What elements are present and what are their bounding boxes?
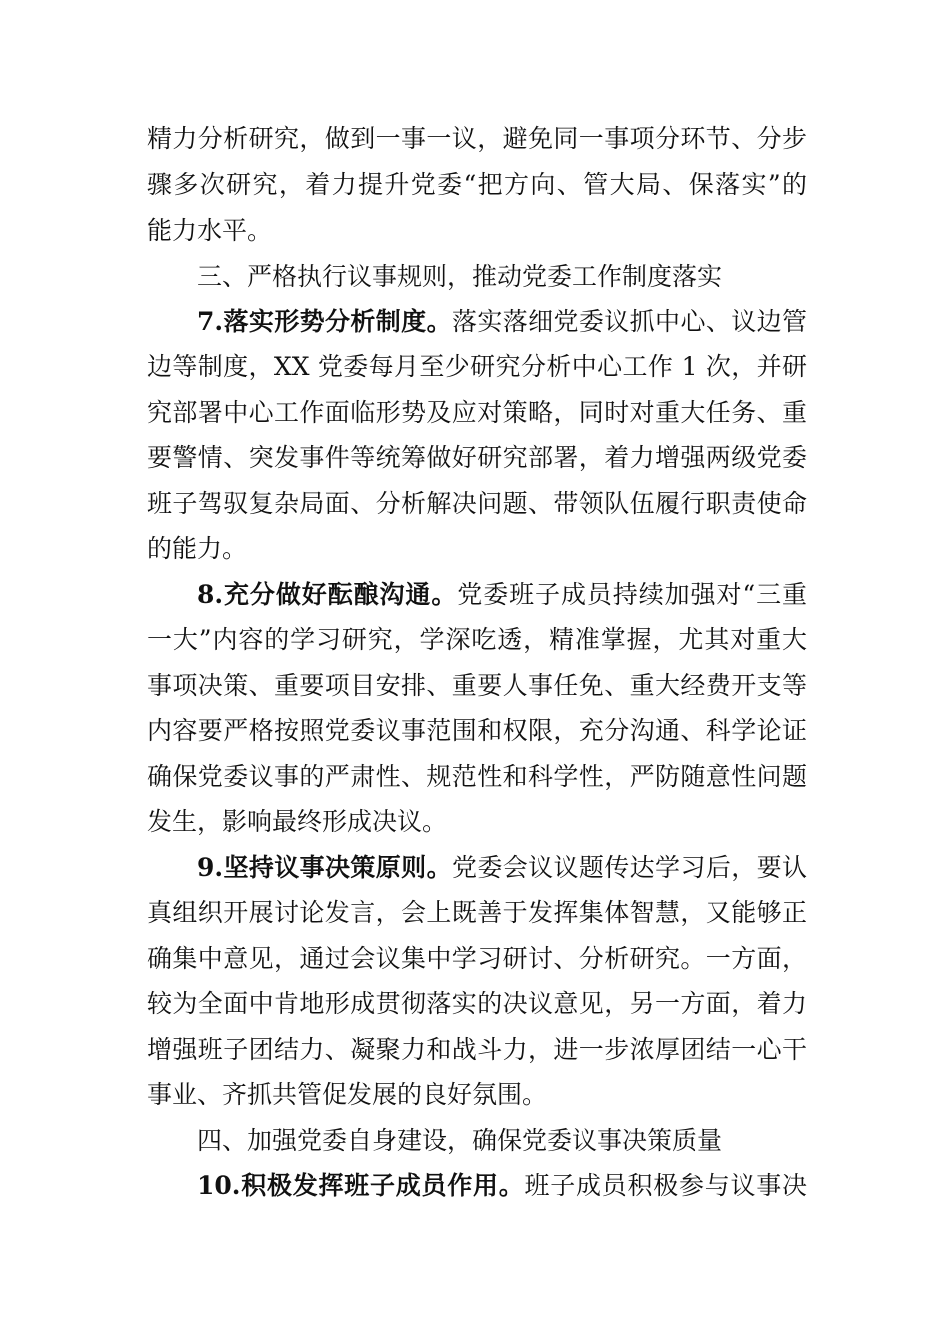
body-text-line: 精力分析研究，做到一事一议，避免同一事项分环节、分步 (147, 124, 807, 153)
section-heading-4: 四、加强党委自身建设，确保党委议事决策质量 (197, 1126, 723, 1155)
paragraph-8-first-line (197, 580, 807, 610)
paragraph-10-text: 班子成员积极参与议事决 (524, 1171, 807, 1200)
body-text-line: 确保党委议事的严肃性、规范性和科学性，严防随意性问题 (147, 762, 807, 791)
paragraph-10-lead: 10.积极发挥班子成员作用。 (197, 1171, 525, 1200)
paragraph-9-text: 党委会议议题传达学习后，要认 (451, 853, 807, 882)
paragraph-8-text: 党委班子成员持续加强对“三重 (457, 580, 807, 609)
paragraph-8-lead: 8.充分做好酝酿沟通。 (197, 580, 458, 609)
body-text-line: 发生，影响最终形成决议。 (147, 807, 448, 836)
body-text-line: 事业、齐抓共管促发展的良好氛围。 (147, 1080, 548, 1109)
paragraph-7-text: 落实落细党委议抓中心、议边管 (451, 307, 807, 336)
body-text-line: 较为全面中肯地形成贯彻落实的决议意见，另一方面，着力 (147, 989, 807, 1018)
body-text-line: 内容要严格按照党委议事范围和权限，充分沟通、科学论证 (147, 716, 807, 745)
section-heading-3: 三、严格执行议事规则，推动党委工作制度落实 (197, 262, 723, 291)
body-text-line: 能力水平。 (147, 216, 273, 245)
body-text-line: 的能力。 (147, 534, 248, 563)
body-text-line: 增强班子团结力、凝聚力和战斗力，进一步浓厚团结一心干 (147, 1035, 807, 1064)
paragraph-9-first-line (197, 853, 807, 883)
paragraph-7-lead: 7.落实形势分析制度。 (197, 307, 452, 336)
paragraph-9-lead: 9.坚持议事决策原则。 (197, 853, 452, 882)
body-text-line: 确集中意见，通过会议集中学习研讨、分析研究。一方面， (147, 944, 807, 973)
body-text-line: 班子驾驭复杂局面、分析解决问题、带领队伍履行职责使命 (147, 489, 807, 518)
body-text-line: 事项决策、重要项目安排、重要人事任免、重大经费开支等 (147, 671, 807, 700)
paragraph-7-first-line (197, 307, 807, 337)
body-text-line: 一大”内容的学习研究，学深吃透，精准掌握，尤其对重大 (147, 625, 807, 654)
body-text-line: 真组织开展讨论发言，会上既善于发挥集体智慧，又能够正 (147, 898, 807, 927)
body-text-line: 边等制度，XX 党委每月至少研究分析中心工作 1 次，并研 (147, 352, 807, 381)
paragraph-10-first-line (197, 1171, 807, 1201)
body-text-line: 骤多次研究，着力提升党委“把方向、管大局、保落实”的 (147, 170, 807, 199)
body-text-line: 究部署中心工作面临形势及应对策略，同时对重大任务、重 (147, 398, 807, 427)
body-text-line: 要警情、突发事件等统筹做好研究部署，着力增强两级党委 (147, 443, 807, 472)
